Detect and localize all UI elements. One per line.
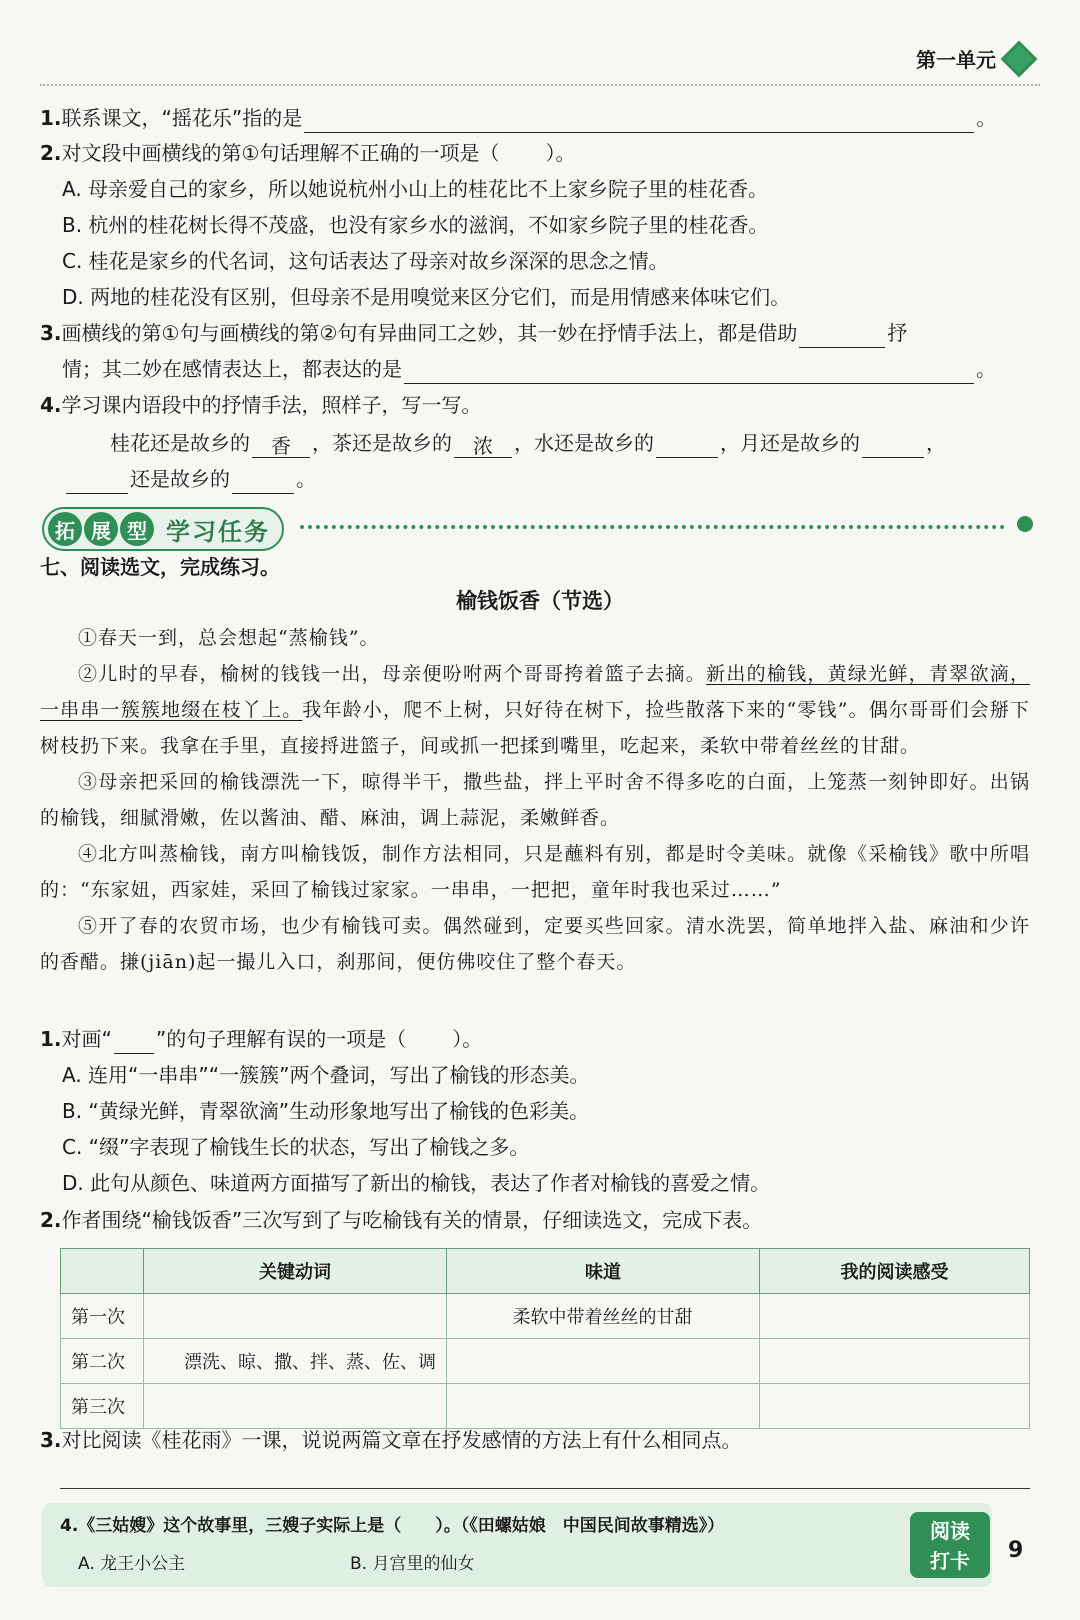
question-3-bottom: 3.对比阅读《桂花雨》一课，说说两篇文章在抒发感情的方法上有什么相同点。 (40, 1428, 742, 1452)
paragraph-2: ②儿时的早春，榆树的钱钱一出，母亲便吩咐两个哥哥挎着篮子去摘。新出的榆钱，黄绿光鲜，青翠欲滴，一串串一簇簇地缀在枝丫上。我年龄小，爬不上树，只好待在树下，捡些散落下来的“零钱”。偶尔哥哥们会掰下树枝扔下来。我拿在手里，直接捋进篮子，间或抓一把揉到嘴里，吃起来，柔软中带着丝丝的甘甜。 (40, 663, 1030, 757)
answer-blank[interactable] (66, 467, 128, 494)
section-7-heading: 七、阅读选文，完成练习。 (40, 555, 280, 579)
article-body (40, 620, 1030, 980)
unit-header (916, 44, 1032, 73)
banner-end-dot-icon (1017, 516, 1033, 532)
reading-table (60, 1248, 1030, 1429)
answer-blank[interactable] (799, 321, 885, 348)
table-header-cell: 我的阅读感受 (760, 1249, 1030, 1294)
option-b: B. 杭州的桂花树长得不茂盛，也没有家乡水的滋润，不如家乡院子里的桂花香。 (62, 213, 769, 237)
imitation-line-1: 桂花还是故乡的 香 ，茶还是故乡的 浓 ，水还是故乡的 ，月还是故乡的 ， (110, 431, 946, 458)
option-c: C. 桂花是家乡的代名词，这句话表达了母亲对故乡深深的思念之情。 (62, 249, 669, 273)
banner-text: 学习任务 (166, 517, 270, 546)
table-header-cell: 味道 (447, 1249, 760, 1294)
option-d: D. 两地的桂花没有区别，但母亲不是用嗅觉来区分它们，而是用情感来体味它们。 (62, 285, 791, 309)
paragraph-1: ①春天一到，总会想起“蒸榆钱”。 (78, 627, 380, 649)
table-row (61, 1384, 1030, 1429)
answer-line[interactable] (60, 1488, 1030, 1489)
banner-char-3: 型 (120, 512, 154, 546)
option-c-bottom: C. “缀”字表现了榆钱生长的状态，写出了榆钱之多。 (62, 1135, 530, 1159)
footer-option-a: A. 龙王小公主 (78, 1554, 186, 1574)
verbs-cell[interactable] (144, 1384, 447, 1429)
option-d-bottom: D. 此句从颜色、味道两方面描写了新出的榆钱，表达了作者对榆钱的喜爱之情。 (62, 1171, 771, 1195)
imitation-line-2: 还是故乡的 。 (64, 464, 316, 494)
taste-cell: 柔软中带着丝丝的甘甜 (447, 1294, 760, 1339)
banner-dotted-line (300, 525, 1005, 529)
section-banner (42, 507, 284, 551)
paragraph-4: ④北方叫蒸榆钱，南方叫榆钱饭，制作方法相同，只是蘸料有别，都是时令美味。就像《采榆钱》歌中所唱的：“东家妞，西家娃，采回了榆钱过家家。一串串，一把把，童年时我也采过……” (40, 843, 1030, 901)
example-fill-2: 浓 (454, 431, 512, 458)
banner-char-1: 拓 (48, 512, 82, 546)
reading-checkin-badge: 阅读 打卡 (910, 1512, 990, 1578)
banner-tag (42, 507, 284, 551)
feeling-cell[interactable] (760, 1384, 1030, 1429)
verbs-cell[interactable] (144, 1294, 447, 1339)
table-header-row (61, 1249, 1030, 1294)
diamond-icon (1001, 40, 1038, 77)
row-label: 第一次 (61, 1294, 144, 1339)
answer-blank[interactable] (304, 106, 974, 133)
answer-blank[interactable] (232, 467, 294, 494)
page-number: 9 (1008, 1538, 1024, 1563)
feeling-cell[interactable] (760, 1339, 1030, 1384)
question-3-top-line2: 情；其二妙在感情表达上，都表达的是 。 (62, 354, 996, 384)
option-b-bottom: B. “黄绿光鲜，青翠欲滴”生动形象地写出了榆钱的色彩美。 (62, 1099, 590, 1123)
table-row (61, 1339, 1030, 1384)
unit-title: 第一单元 (916, 48, 996, 72)
article-title: 榆钱饭香（节选） (456, 589, 624, 613)
taste-cell[interactable] (447, 1339, 760, 1384)
footer-question: 4.《三姑嫂》这个故事里，三嫂子实际上是（ ）。（《田螺姑娘 中国民间故事精选》） (60, 1516, 725, 1536)
question-4-top: 4.学习课内语段中的抒情手法，照样子，写一写。 (40, 393, 482, 417)
underline-mark (114, 1027, 154, 1054)
feeling-cell[interactable] (760, 1294, 1030, 1339)
question-3-top-line1: 3.画横线的第①句与画横线的第②句有异曲同工之妙，其一妙在抒情手法上，都是借助 抒 (40, 318, 907, 348)
taste-cell[interactable] (447, 1384, 760, 1429)
question-2-top: 2.对文段中画横线的第①句话理解不正确的一项是（ ）。 (40, 141, 576, 165)
underlined-sentence: 新出的榆钱，黄绿光鲜，青翠欲滴，一串串一簇簇地缀在枝丫上。 (40, 663, 1030, 721)
row-label: 第二次 (61, 1339, 144, 1384)
question-1-bottom: 1.对画“ ”的句子理解有误的一项是（ ）。 (40, 1024, 482, 1054)
table-header-cell (61, 1249, 144, 1294)
footer-option-b: B. 月宫里的仙女 (350, 1554, 475, 1574)
banner-char-2: 展 (84, 512, 118, 546)
answer-blank[interactable] (862, 431, 924, 458)
paragraph-5: ⑤开了春的农贸市场，也少有榆钱可卖。偶然碰到，定要买些回家。清水洗罢，简单地拌入盐、麻油和少许的香醋。搛(jiān)起一撮儿入口，刹那间，便仿佛咬住了整个春天。 (40, 915, 1030, 973)
question-1-top: 1.联系课文，“摇花乐”指的是 。 (40, 103, 996, 133)
option-a-bottom: A. 连用“一串串”“一簇簇”两个叠词，写出了榆钱的形态美。 (62, 1063, 590, 1087)
answer-blank[interactable] (656, 431, 718, 458)
paragraph-3: ③母亲把采回的榆钱漂洗一下，晾得半干，撒些盐，拌上平时舍不得多吃的白面，上笼蒸一刻钟即好。出锅的榆钱，细腻滑嫩，佐以酱油、醋、麻油，调上蒜泥，柔嫩鲜香。 (40, 771, 1030, 829)
row-label: 第三次 (61, 1384, 144, 1429)
answer-blank[interactable] (404, 357, 974, 384)
table-row (61, 1294, 1030, 1339)
example-fill-1: 香 (252, 431, 310, 458)
table-header-cell: 关键动词 (144, 1249, 447, 1294)
option-a: A. 母亲爱自己的家乡，所以她说杭州小山上的桂花比不上家乡院子里的桂花香。 (62, 177, 769, 201)
header-divider (40, 84, 1040, 86)
question-2-bottom: 2.作者围绕“榆钱饭香”三次写到了与吃榆钱有关的情景，仔细读选文，完成下表。 (40, 1208, 763, 1232)
verbs-cell: 漂洗、晾、撒、拌、蒸、佐、调 (144, 1339, 447, 1384)
